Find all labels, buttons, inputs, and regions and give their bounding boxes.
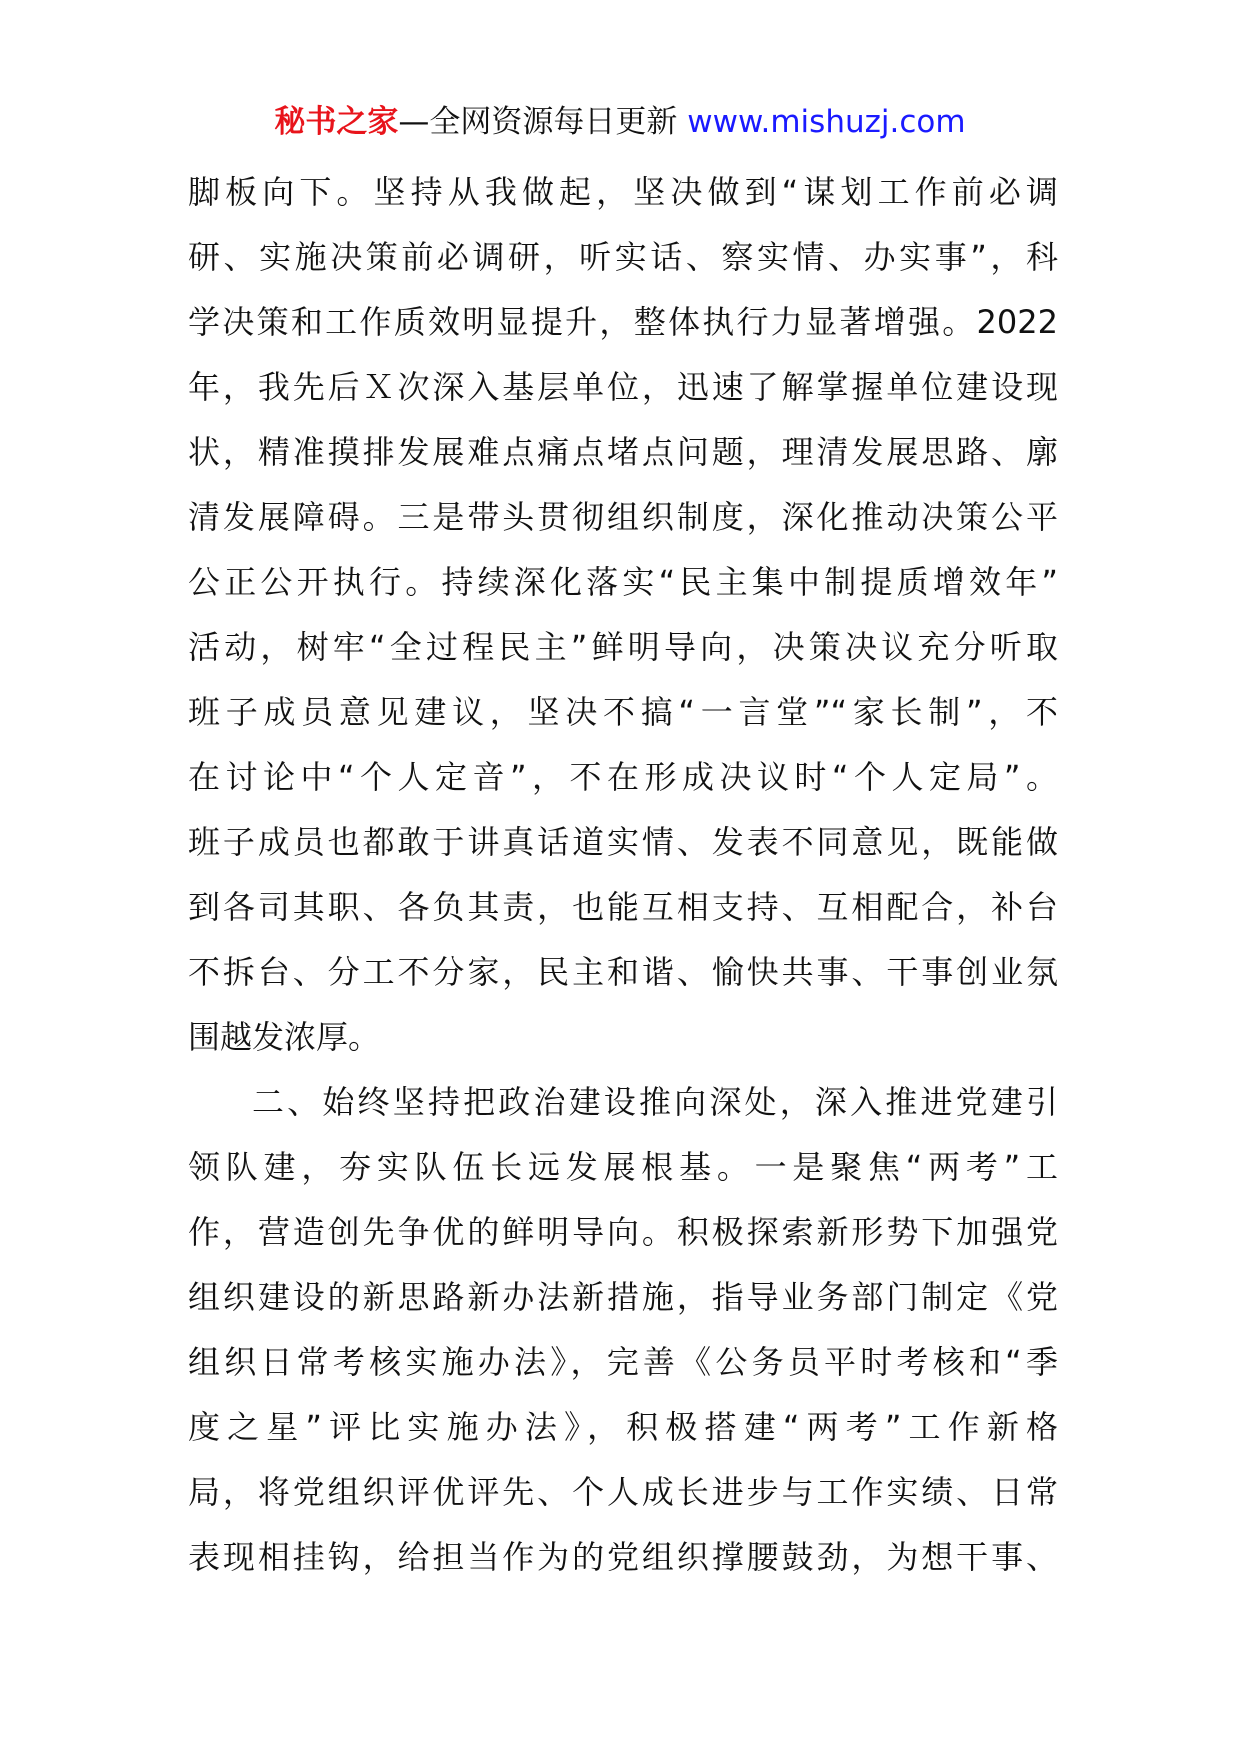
text-line: 活动，树牢“全过程民主”鲜明导向，决策决议充分听取 [188,628,1058,666]
text-line: 到各司其职、各负其责，也能互相支持、互相配合，补台 [188,888,1058,926]
text-line: 清发展障碍。三是带头贯彻组织制度，深化推动决策公平 [188,498,1058,536]
text-line: 脚板向下。坚持从我做起，坚决做到“谋划工作前必调 [188,173,1058,211]
text-line: 不拆台、分工不分家，民主和谐、愉快共事、干事创业氛 [188,953,1058,991]
text-line: 组织建设的新思路新办法新措施，指导业务部门制定《党 [188,1278,1058,1316]
site-tagline: —全网资源每日更新 [398,104,678,140]
site-header [0,100,1240,144]
text-line: 研、实施决策前必调研，听实话、察实情、办实事”，科 [188,238,1058,276]
text-line: 表现相挂钩，给担当作为的党组织撑腰鼓劲，为想干事、 [188,1538,1058,1576]
site-url[interactable]: www.mishuzj.com [687,104,966,140]
text-line: 学决策和工作质效明显提升，整体执行力显著增强。2022 [188,303,1058,341]
text-line: 领队建，夯实队伍长远发展根基。一是聚焦“两考”工 [188,1148,1058,1186]
text-line: 组织日常考核实施办法》，完善《公务员平时考核和“季 [188,1343,1058,1381]
text-line: 局，将党组织评优评先、个人成长进步与工作实绩、日常 [188,1473,1058,1511]
paragraph-1 [188,160,1058,1070]
text-line: 公正公开执行。持续深化落实“民主集中制提质增效年” [188,563,1058,601]
site-brand: 秘书之家 [274,104,399,140]
text-line: 度之星”评比实施办法》，积极搭建“两考”工作新格 [188,1408,1058,1446]
text-line: 二、始终坚持把政治建设推向深处，深入推进党建引 [252,1083,1058,1121]
text-line: 班子成员意见建议，坚决不搞“一言堂”“家长制”，不 [188,693,1058,731]
text-line: 班子成员也都敢于讲真话道实情、发表不同意见，既能做 [188,823,1058,861]
text-line: 状，精准摸排发展难点痛点堵点问题，理清发展思路、廓 [188,433,1058,471]
document-body [188,160,1058,1590]
text-line: 围越发浓厚。 [188,1018,381,1056]
text-line: 作，营造创先争优的鲜明导向。积极探索新形势下加强党 [188,1213,1058,1251]
text-line: 年，我先后Ｘ次深入基层单位，迅速了解掌握单位建设现 [188,368,1058,406]
paragraph-2 [188,1070,1058,1590]
text-line: 在讨论中“个人定音”，不在形成决议时“个人定局”。 [188,758,1058,796]
